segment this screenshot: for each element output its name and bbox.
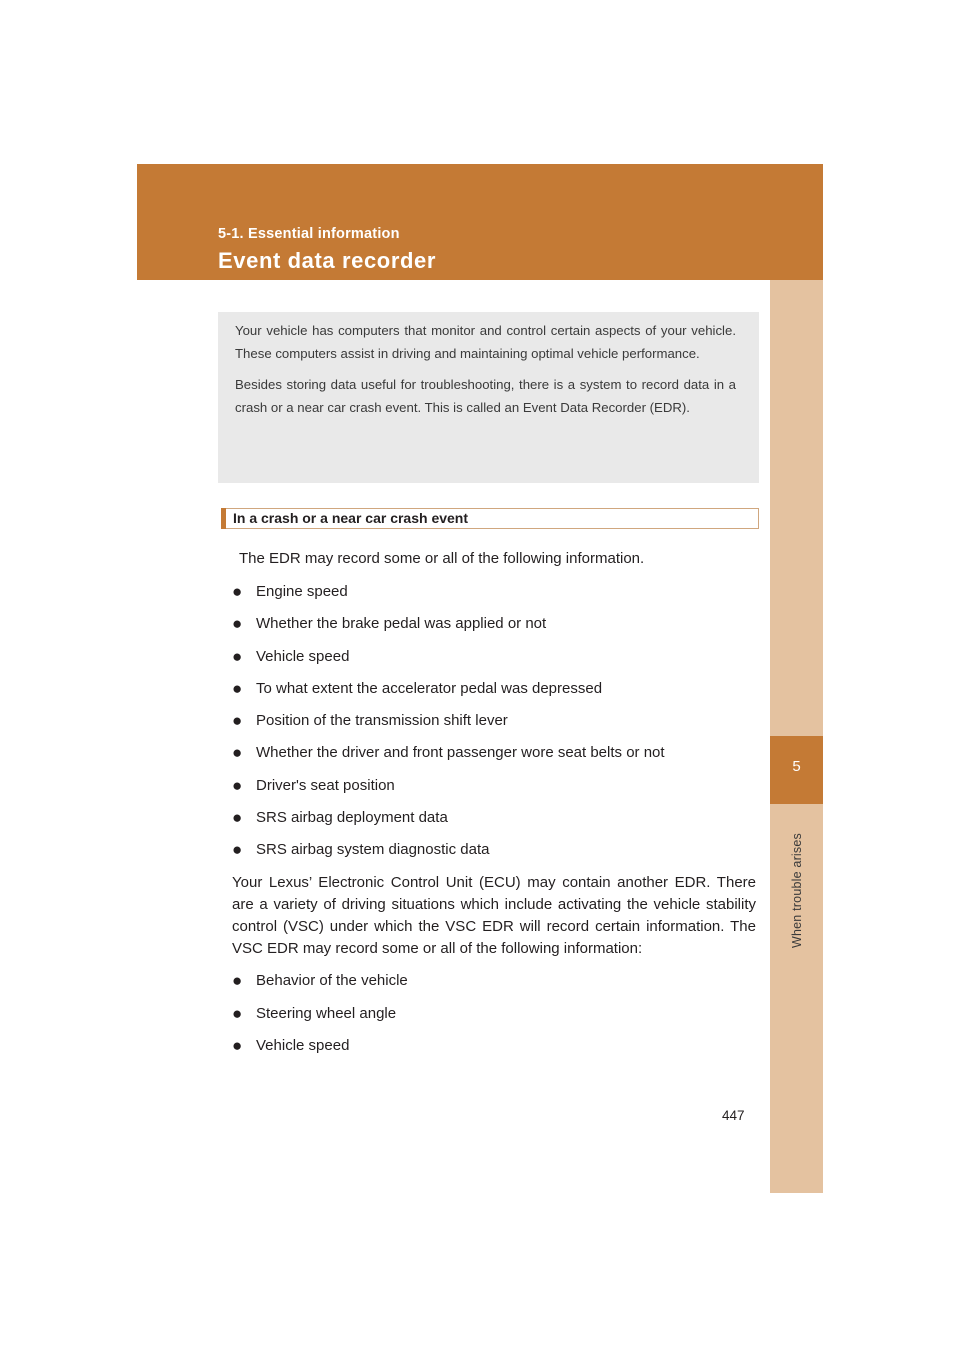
list-item-text: Vehicle speed (256, 1037, 350, 1055)
page-title: Event data recorder (218, 248, 437, 273)
list-item (232, 1003, 756, 1035)
chapter-title-text: When trouble arises (790, 833, 804, 948)
list-item (232, 775, 756, 807)
list-item-text: Whether the driver and front passenger wore seat belts or not (256, 744, 665, 762)
intro-text (235, 320, 736, 428)
list-item-text: Behavior of the vehicle (256, 972, 408, 990)
list-item (232, 970, 756, 1002)
list-item-text: Steering wheel angle (256, 1004, 397, 1022)
list-item-text: SRS airbag deployment data (256, 809, 448, 827)
chapter-title-vertical (786, 833, 806, 949)
list-item (232, 613, 756, 645)
subheading-accent-bar (221, 508, 226, 529)
bullet-icon: ● (232, 971, 243, 991)
chapter-tab-number: 5 (792, 758, 801, 775)
list-item (232, 678, 756, 710)
subheading: In a crash or a near car crash event (233, 510, 469, 526)
list-item-text: SRS airbag system diagnostic data (256, 841, 490, 859)
list-item (232, 710, 756, 742)
list-item (232, 1035, 756, 1067)
bullet-icon: ● (232, 646, 243, 666)
section-label: 5-1. Essential information (218, 226, 400, 242)
list-item-text: Whether the brake pedal was applied or not (256, 615, 547, 633)
vsc-edr-paragraph: Your Lexus’ Electronic Control Unit (ECU) may contain another EDR. There are a variety of driving situations which include activating the vehicle stability control (VSC) under which the VSC EDR will record certain information. The VSC EDR may record some or all of the following information: (232, 873, 756, 958)
bullet-icon: ● (232, 582, 243, 601)
bullet-icon: ● (232, 614, 243, 634)
list-item (232, 581, 756, 613)
list-item-text: Vehicle speed (256, 647, 350, 665)
intro-paragraph-1: Your vehicle has computers that monitor and control certain aspects of your vehicle. These computers assist in driving and maintaining optimal vehicle performance. (235, 323, 736, 361)
list-item (232, 839, 756, 871)
bullet-icon: ● (232, 678, 243, 698)
bullet-icon: ● (232, 775, 243, 795)
list-item (232, 646, 756, 678)
page-number: 447 (722, 1108, 745, 1123)
body-content (232, 548, 756, 1067)
list-item-text: To what extent the accelerator pedal was depressed (256, 679, 603, 697)
list-item-text: Driver's seat position (256, 776, 395, 794)
bullet-icon: ● (232, 840, 243, 860)
bullet-icon: ● (232, 808, 243, 828)
list-item (232, 807, 756, 839)
list-item-text: Position of the transmission shift lever (256, 712, 508, 730)
list-item (232, 742, 756, 774)
bullet-icon: ● (232, 1003, 243, 1023)
list-item-text: Engine speed (256, 583, 348, 600)
bullet-icon: ● (232, 1036, 243, 1056)
bullet-icon: ● (232, 711, 243, 731)
lead-sentence: The EDR may record some or all of the following information. (239, 550, 645, 567)
bullet-icon: ● (232, 743, 243, 763)
intro-paragraph-2: Besides storing data useful for troubleshooting, there is a system to record data in a crash or a near car crash event. This is called an Event Data Recorder (EDR). (235, 377, 736, 415)
